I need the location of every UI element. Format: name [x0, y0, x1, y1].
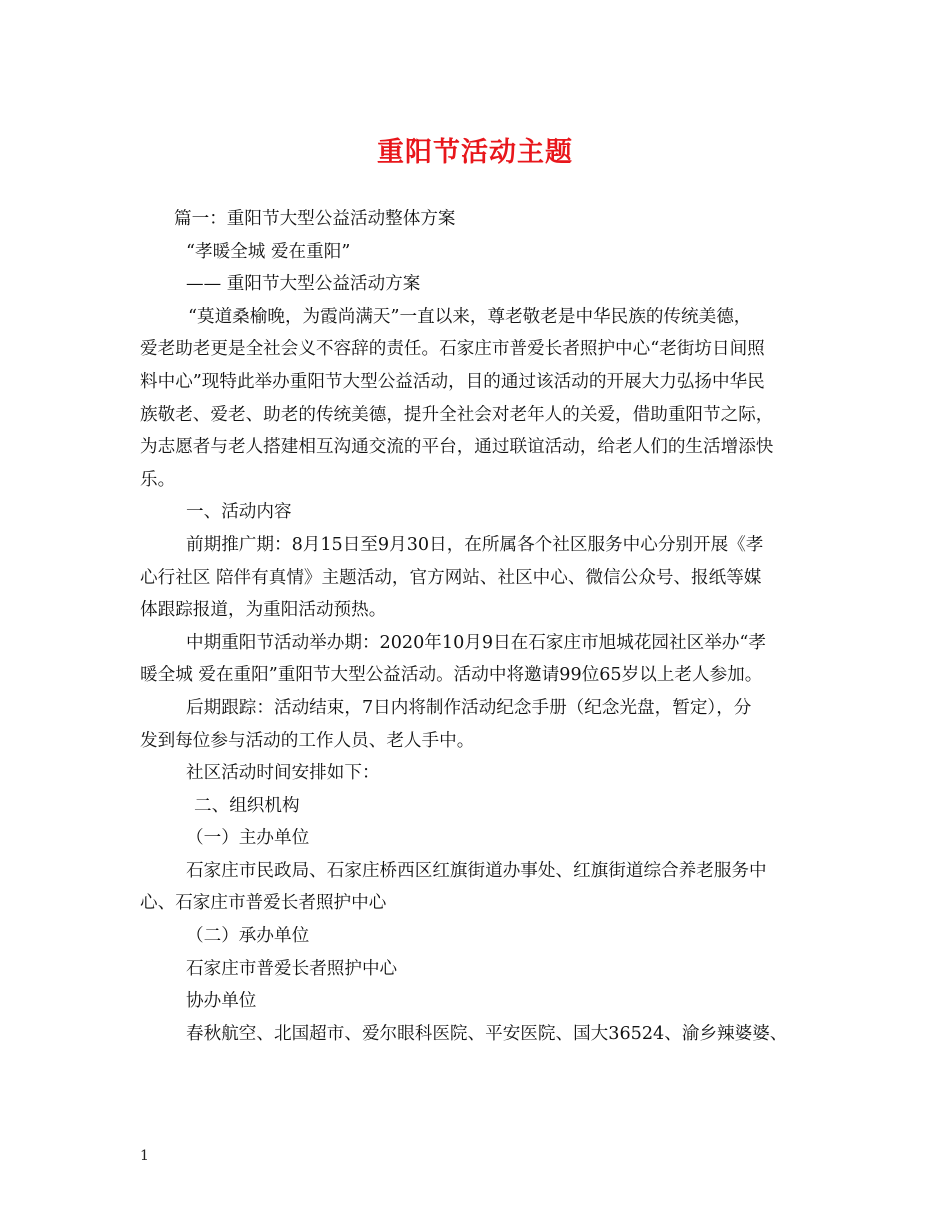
paragraph-line: 社区活动时间安排如下： [186, 763, 380, 784]
paragraph-line: 爱老助老更是全社会义不容辞的责任。石家庄市普爱长者照护中心“老街坊日间照 [140, 339, 765, 360]
subsection-heading: （一）主办单位 [186, 828, 310, 849]
document-title: 重阳节活动主题 [377, 137, 573, 168]
page-number: 1 [140, 1148, 149, 1164]
paragraph-line: 前期推广期：8月15日至9月30日，在所属各个社区服务中心分别开展《孝 [186, 534, 764, 555]
paragraph-line: “莫道桑榆晚，为霞尚满天”一直以来，尊老敬老是中华民族的传统美德， [188, 306, 752, 327]
paragraph-line: 乐。 [140, 469, 176, 490]
document-body [140, 203, 815, 1050]
paragraph-line: 发到每位参与活动的工作人员、老人手中。 [140, 730, 475, 751]
paragraph-line: 中期重阳节活动举办期：2020年10月9日在石家庄市旭城花园社区举办“孝 [186, 632, 766, 653]
paragraph-line: 后期跟踪：活动结束，7日内将制作活动纪念手册（纪念光盘，暂定），分 [186, 697, 752, 718]
subsection-heading: 协办单位 [186, 991, 257, 1012]
section-heading: 二、组织机构 [194, 795, 300, 816]
paragraph-line: 体跟踪报道，为重阳活动预热。 [140, 600, 387, 621]
theme-slogan: “孝暖全城 爱在重阳” [186, 241, 351, 262]
paragraph-line: 石家庄市普爱长者照护中心 [186, 958, 398, 979]
paragraph-line: 心、石家庄市普爱长者照护中心 [140, 893, 387, 914]
paragraph-line: 心行社区 陪伴有真情》主题活动，官方网站、社区中心、微信公众号、报纸等媒 [140, 567, 762, 588]
paragraph-line: 暖全城 爱在重阳”重阳节大型公益活动。活动中将邀请99位65岁以上老人参加。 [140, 665, 763, 686]
paragraph-line: 族敬老、爱老、助老的传统美德，提升全社会对老年人的关爱，借助重阳节之际， [140, 404, 774, 425]
subtitle-line: —— 重阳节大型公益活动方案 [186, 274, 421, 295]
section-heading: 一、活动内容 [186, 502, 292, 523]
paragraph-line: 为志愿者与老人搭建相互沟通交流的平台，通过联谊活动，给老人们的生活增添快 [140, 437, 774, 458]
paragraph-line: 石家庄市民政局、石家庄桥西区红旗街道办事处、红旗街道综合养老服务中 [186, 860, 767, 881]
paragraph-line: 料中心”现特此举办重阳节大型公益活动，目的通过该活动的开展大力弘扬中华民 [140, 371, 765, 392]
section-heading: 篇一：重阳节大型公益活动整体方案 [174, 209, 456, 229]
paragraph-line: 春秋航空、北国超市、爱尔眼科医院、平安医院、国大36524、渝乡辣婆婆、 [186, 1023, 788, 1044]
subsection-heading: （二）承办单位 [186, 926, 310, 947]
